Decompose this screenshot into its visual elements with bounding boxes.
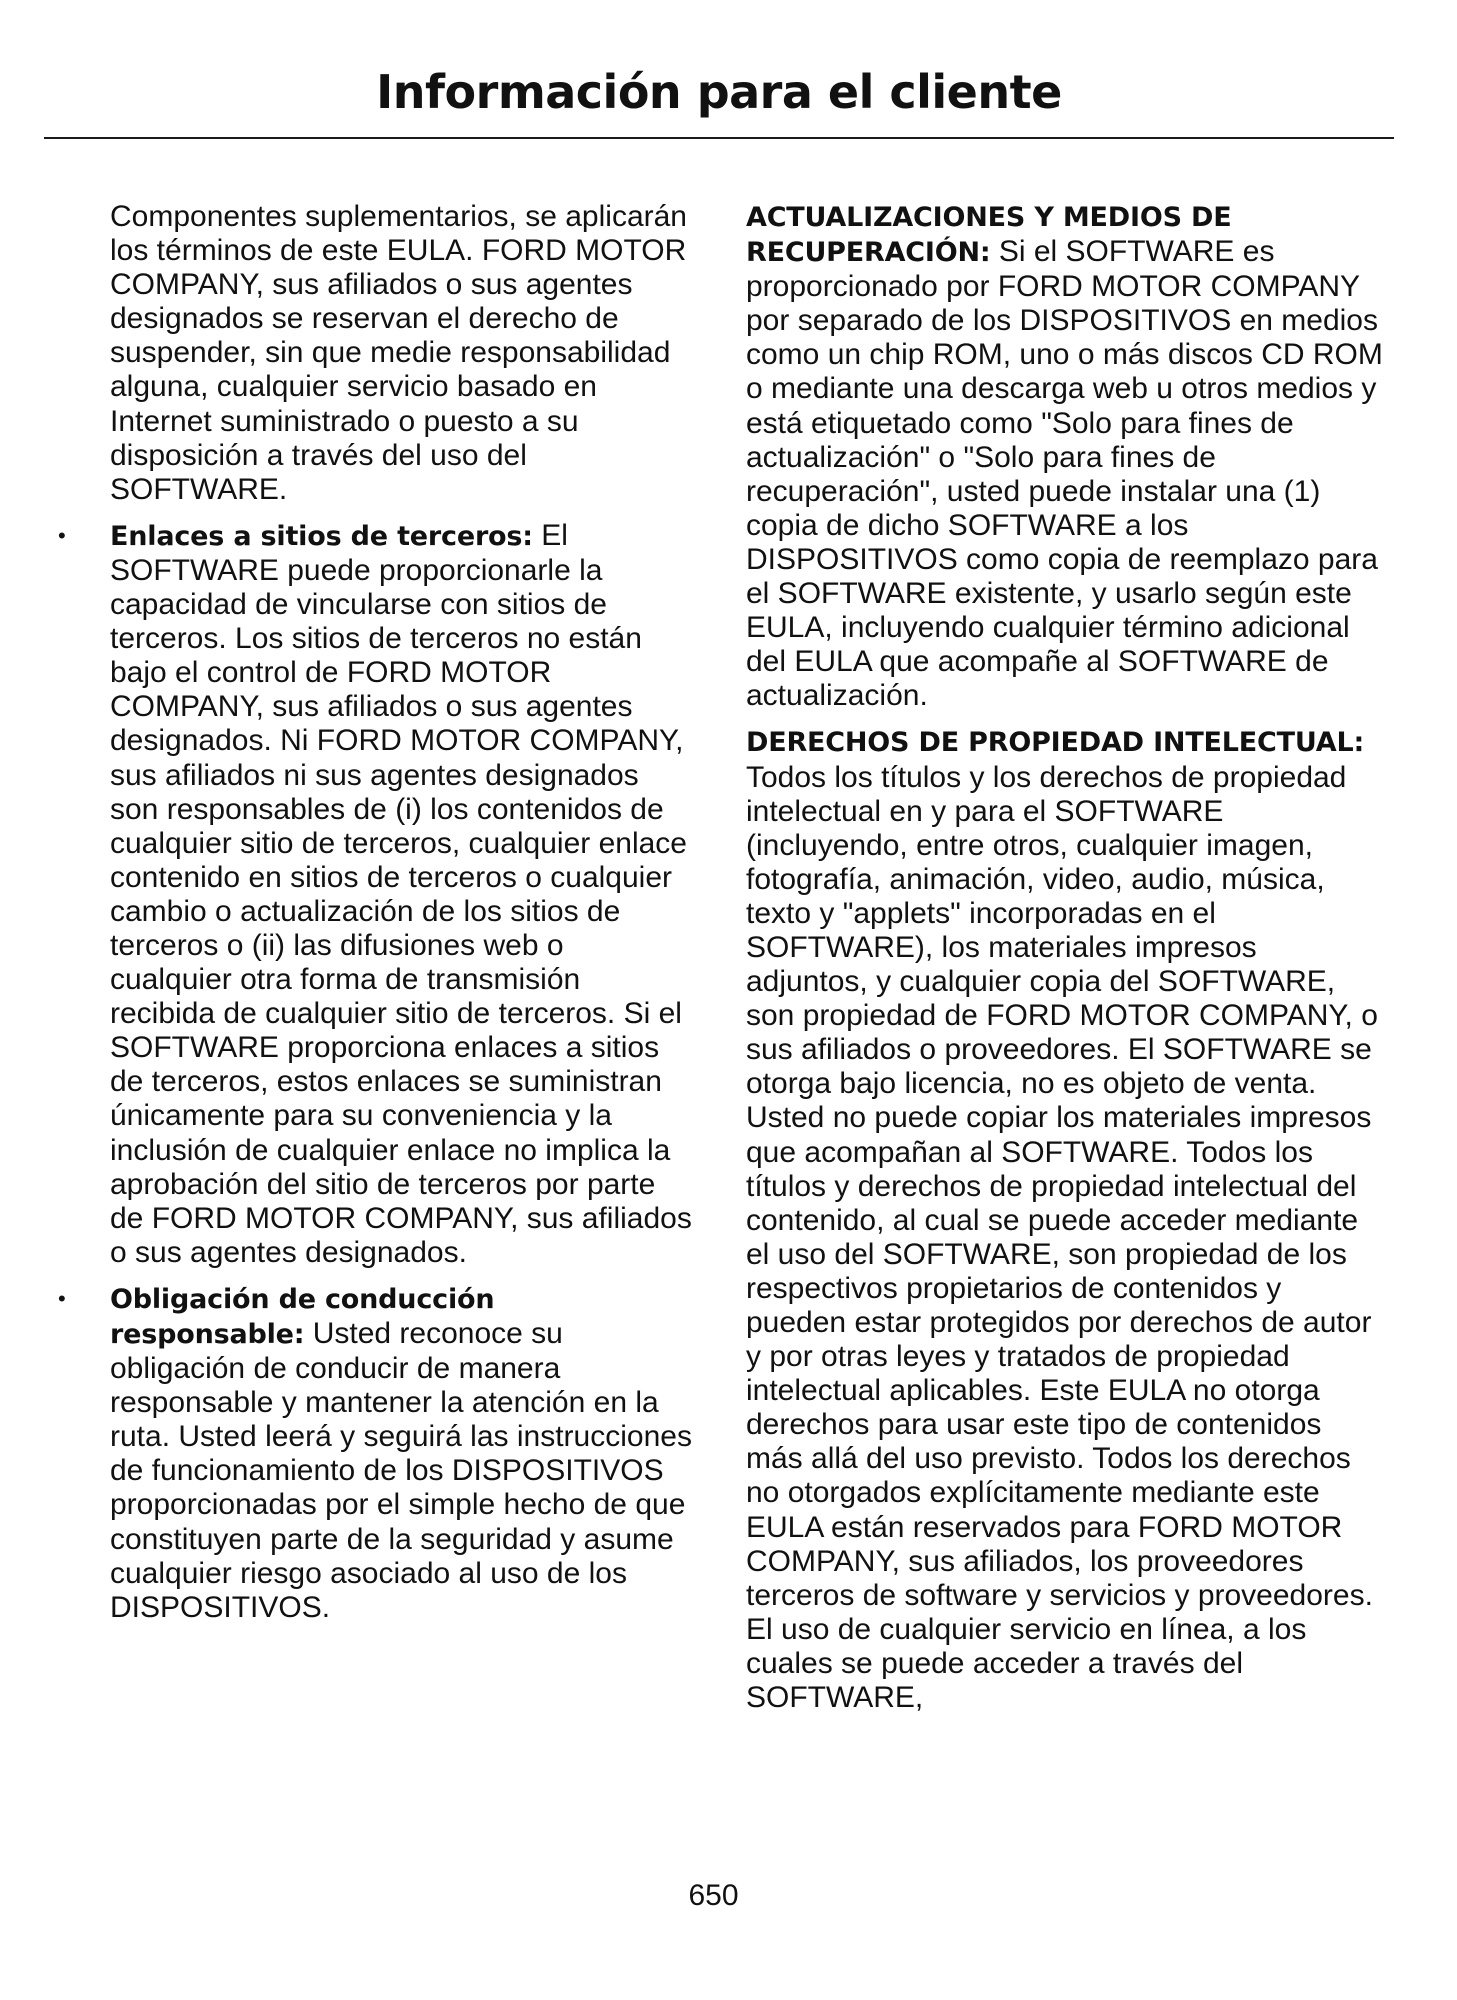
section-heading: ACTUALIZACIONES Y MEDIOS DE RECUPERACIÓN: (746, 202, 1232, 269)
title-divider (44, 137, 1394, 139)
section-heading: DERECHOS DE PROPIEDAD INTELECTUAL: (746, 727, 1365, 759)
bullet-body: El SOFTWARE puede proporcionarle la capacidad de vincularse con sitios de terceros. Los sitios de terceros no están bajo el control de FORD MOTOR COMPANY, sus afiliados o sus agentes designados. Ni FORD MOTOR COMPANY, sus afiliados ni sus agentes designados son responsables de (i) los contenidos de cualquier sitio de terceros, cualquier enlace contenido en sitios de terceros o cualquier cambio o actualización de los sitios de terceros o (ii) las difusiones web o cualquier otra forma de transmisión recibida de cualquier sitio de terceros. Si el SOFTWARE proporciona enlaces a sitios de terceros, estos enlaces se suministran únicamente para su conveniencia y la inclusión de cualquier enlace no implica la aprobación del sitio de terceros por parte de FORD MOTOR COMPANY, sus afiliados o sus agentes designados. (110, 518, 692, 1269)
section-body: Todos los títulos y los derechos de propiedad intelectual en y para el SOFTWARE (incluyendo, entre otros, cualquier imagen, fotografía, animación, video, audio, música, texto y "applets" incorporadas en el SOFTWARE), los materiales impresos adjuntos, y cualquier copia del SOFTWARE, son propiedad de FORD MOTOR COMPANY, o sus afiliados o proveedores. El SOFTWARE se otorga bajo licencia, no es objeto de venta. Usted no puede copiar los materiales impresos que acompañan al SOFTWARE. Todos los títulos y derechos de propiedad intelectual del contenido, al cual se puede acceder mediante el uso del SOFTWARE, son propiedad de los respectivos propietarios de contenidos y pueden estar protegidos por derechos de autor y por otras leyes y tratados de propiedad intelectual aplicables. Este EULA no otorga derechos para usar este tipo de contenidos más allá del uso previsto. Todos los derechos no otorgados explícitamente mediante este EULA están reservados para FORD MOTOR COMPANY, sus afiliados, los proveedores terceros de software y servicios y proveedores. El uso de cualquier servicio en línea, a los cuales se puede acceder a través del SOFTWARE, (746, 760, 1378, 1715)
bullet-icon: • (58, 1285, 66, 1311)
section-intellectual-property (746, 725, 1386, 1715)
bullet-icon: • (58, 522, 66, 548)
bullet-heading: Enlaces a sitios de terceros: (110, 520, 533, 552)
bullet-responsible-driving (58, 1282, 692, 1625)
page-number: 650 (688, 1879, 739, 1912)
intro-paragraph: Componentes suplementarios, se aplicarán los términos de este EULA. FORD MOTOR COMPANY, sus afiliados o sus agentes designados se reservan el derecho de suspender, sin que medie responsabilidad alguna, cualquier servicio basado en Internet suministrado o puesto a su disposición a través del uso del SOFTWARE. (110, 200, 687, 506)
section-updates-recovery (746, 200, 1386, 713)
bullet-body: Usted reconoce su obligación de conducir de manera responsable y mantener la atención en la ruta. Usted leerá y seguirá las instrucciones de funcionamiento de los DISPOSITIVOS proporcionadas por el simple hecho de que constituyen parte de la seguridad y asume cualquier riesgo asociado al uso de los DISPOSITIVOS. (110, 1317, 692, 1624)
left-column (58, 200, 692, 1625)
bullet-heading: Obligación de conducción responsable: (110, 1283, 495, 1350)
right-column (746, 200, 1386, 1715)
page-title: Información para el cliente (376, 65, 1062, 119)
section-body: Si el SOFTWARE es proporcionado por FORD MOTOR COMPANY por separado de los DISPOSITIVOS en medios como un chip ROM, uno o más discos CD ROM o mediante una descarga web u otros medios y está etiquetado como "Solo para fines de actualización" o "Solo para fines de recuperación", usted puede instalar una (1) copia de dicho SOFTWARE a los DISPOSITIVOS como copia de reemplazo para el SOFTWARE existente, y usarlo según este EULA, incluyendo cualquier término adicional del EULA que acompañe al SOFTWARE de actualización. (746, 235, 1383, 713)
bullet-third-party-links (58, 518, 692, 1270)
